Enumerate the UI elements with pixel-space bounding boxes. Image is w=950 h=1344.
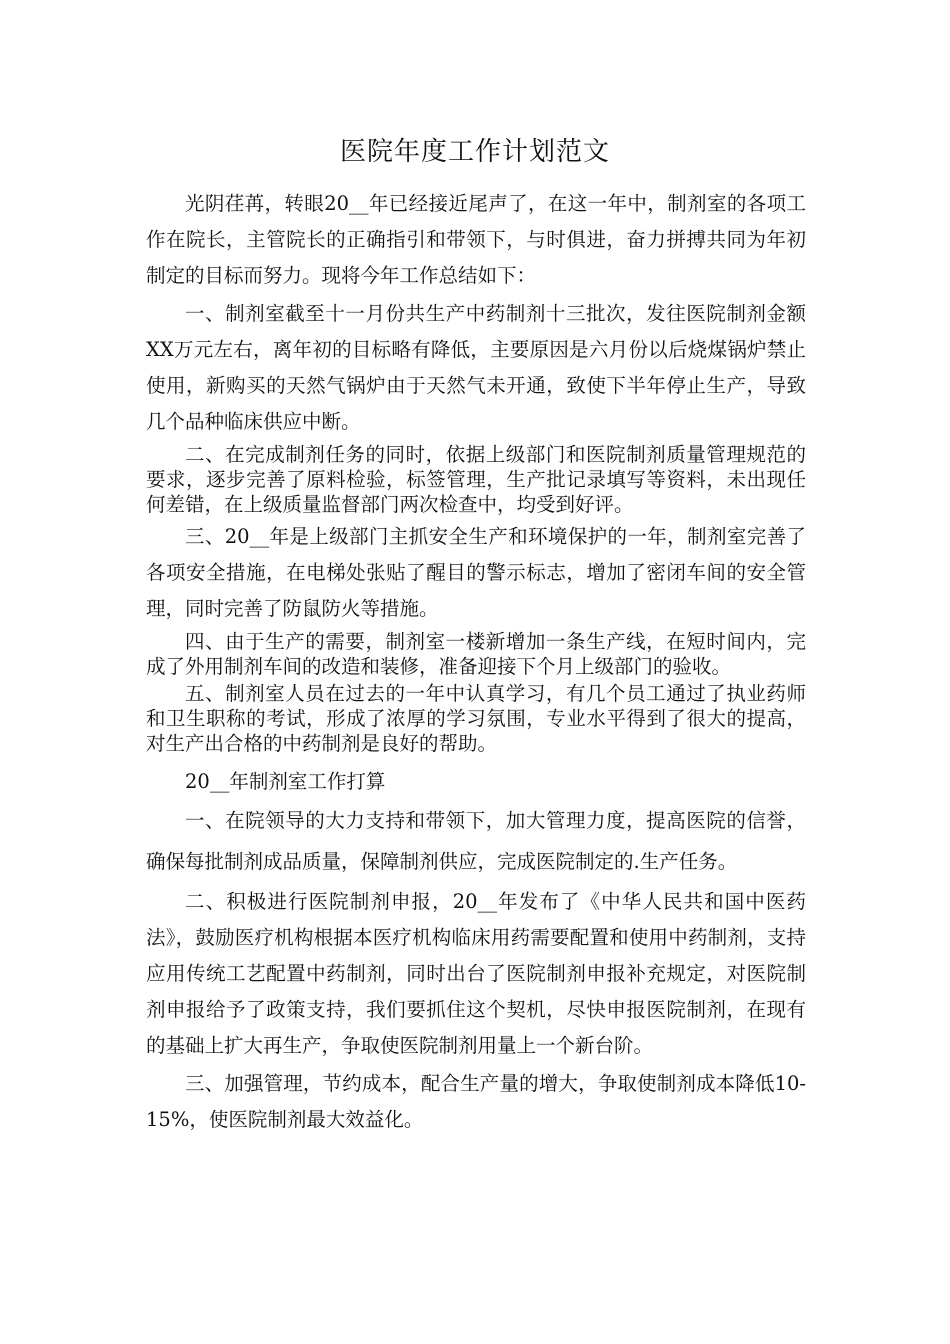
document-title: 医院年度工作计划范文 (339, 137, 610, 167)
paragraph-item-5: 五、制剂室人员在过去的一年中认真学习，有几个员工通过了执业药师和卫生职称的考试，形成了浓厚的学习氛围，专业水平得到了很大的提高，对生产出合格的中药制剂是良好的帮助。 (146, 682, 806, 755)
paragraph-item-3: 三、20__年是上级部门主抓安全生产和环境保护的一年，制剂室完善了各项安全措施，在电梯处张贴了醒目的警示标志，增加了密闭车间的安全管理，同时完善了防鼠防火等措施。 (146, 525, 806, 620)
plan-item-1: 一、在院领导的大力支持和带领下，加大管理力度，提高医院的信誉，确保每批制剂成品质量，保障制剂供应，完成医院制定的.生产任务。 (146, 809, 806, 873)
paragraph-intro: 光阴荏苒，转眼20__年已经接近尾声了，在这一年中，制剂室的各项工作在院长，主管院长的正确指引和带领下，与时俱进，奋力拼搏共同为年初制定的目标而努力。现将今年工作总结如下： (146, 192, 806, 287)
section-heading: 20__年制剂室工作打算 (185, 770, 386, 793)
plan-item-2: 二、积极进行医院制剂申报，20__年发布了《中华人民共和国中医药法》，鼓励医疗机构根据本医疗机构临床用药需要配置和使用中药制剂，支持应用传统工艺配置中药制剂，同时出台了医院制剂申报补充规定，对医院制剂申报给予了政策支持，我们要抓住这个契机，尽快申报医院制剂，在现有的基础上扩大再生产，争取使医院制剂用量上一个新台阶。 (146, 890, 806, 1057)
document-body (146, 186, 806, 1138)
paragraph-item-1: 一、制剂室截至十一月份共生产中药制剂十三批次，发往医院制剂金额XX万元左右，离年初的目标略有降低，主要原因是六月份以后烧煤锅炉禁止使用，新购买的天然气锅炉由于天然气未开通，致使下半年停止生产，导致几个品种临床供应中断。 (146, 302, 806, 433)
paragraph-item-2: 二、在完成制剂任务的同时，依据上级部门和医院制剂质量管理规范的要求，逐步完善了原料检验，标签管理，生产批记录填写等资料，未出现任何差错，在上级质量监督部门两次检查中，均受到好评。 (146, 443, 806, 516)
paragraph-item-4: 四、由于生产的需要，制剂室一楼新增加一条生产线，在短时间内，完成了外用制剂车间的改造和装修，准备迎接下个月上级部门的验收。 (146, 630, 806, 678)
plan-item-3: 三、加强管理，节约成本，配合生产量的增大，争取使制剂成本降低10-15%，使医院制剂最大效益化。 (146, 1072, 806, 1131)
